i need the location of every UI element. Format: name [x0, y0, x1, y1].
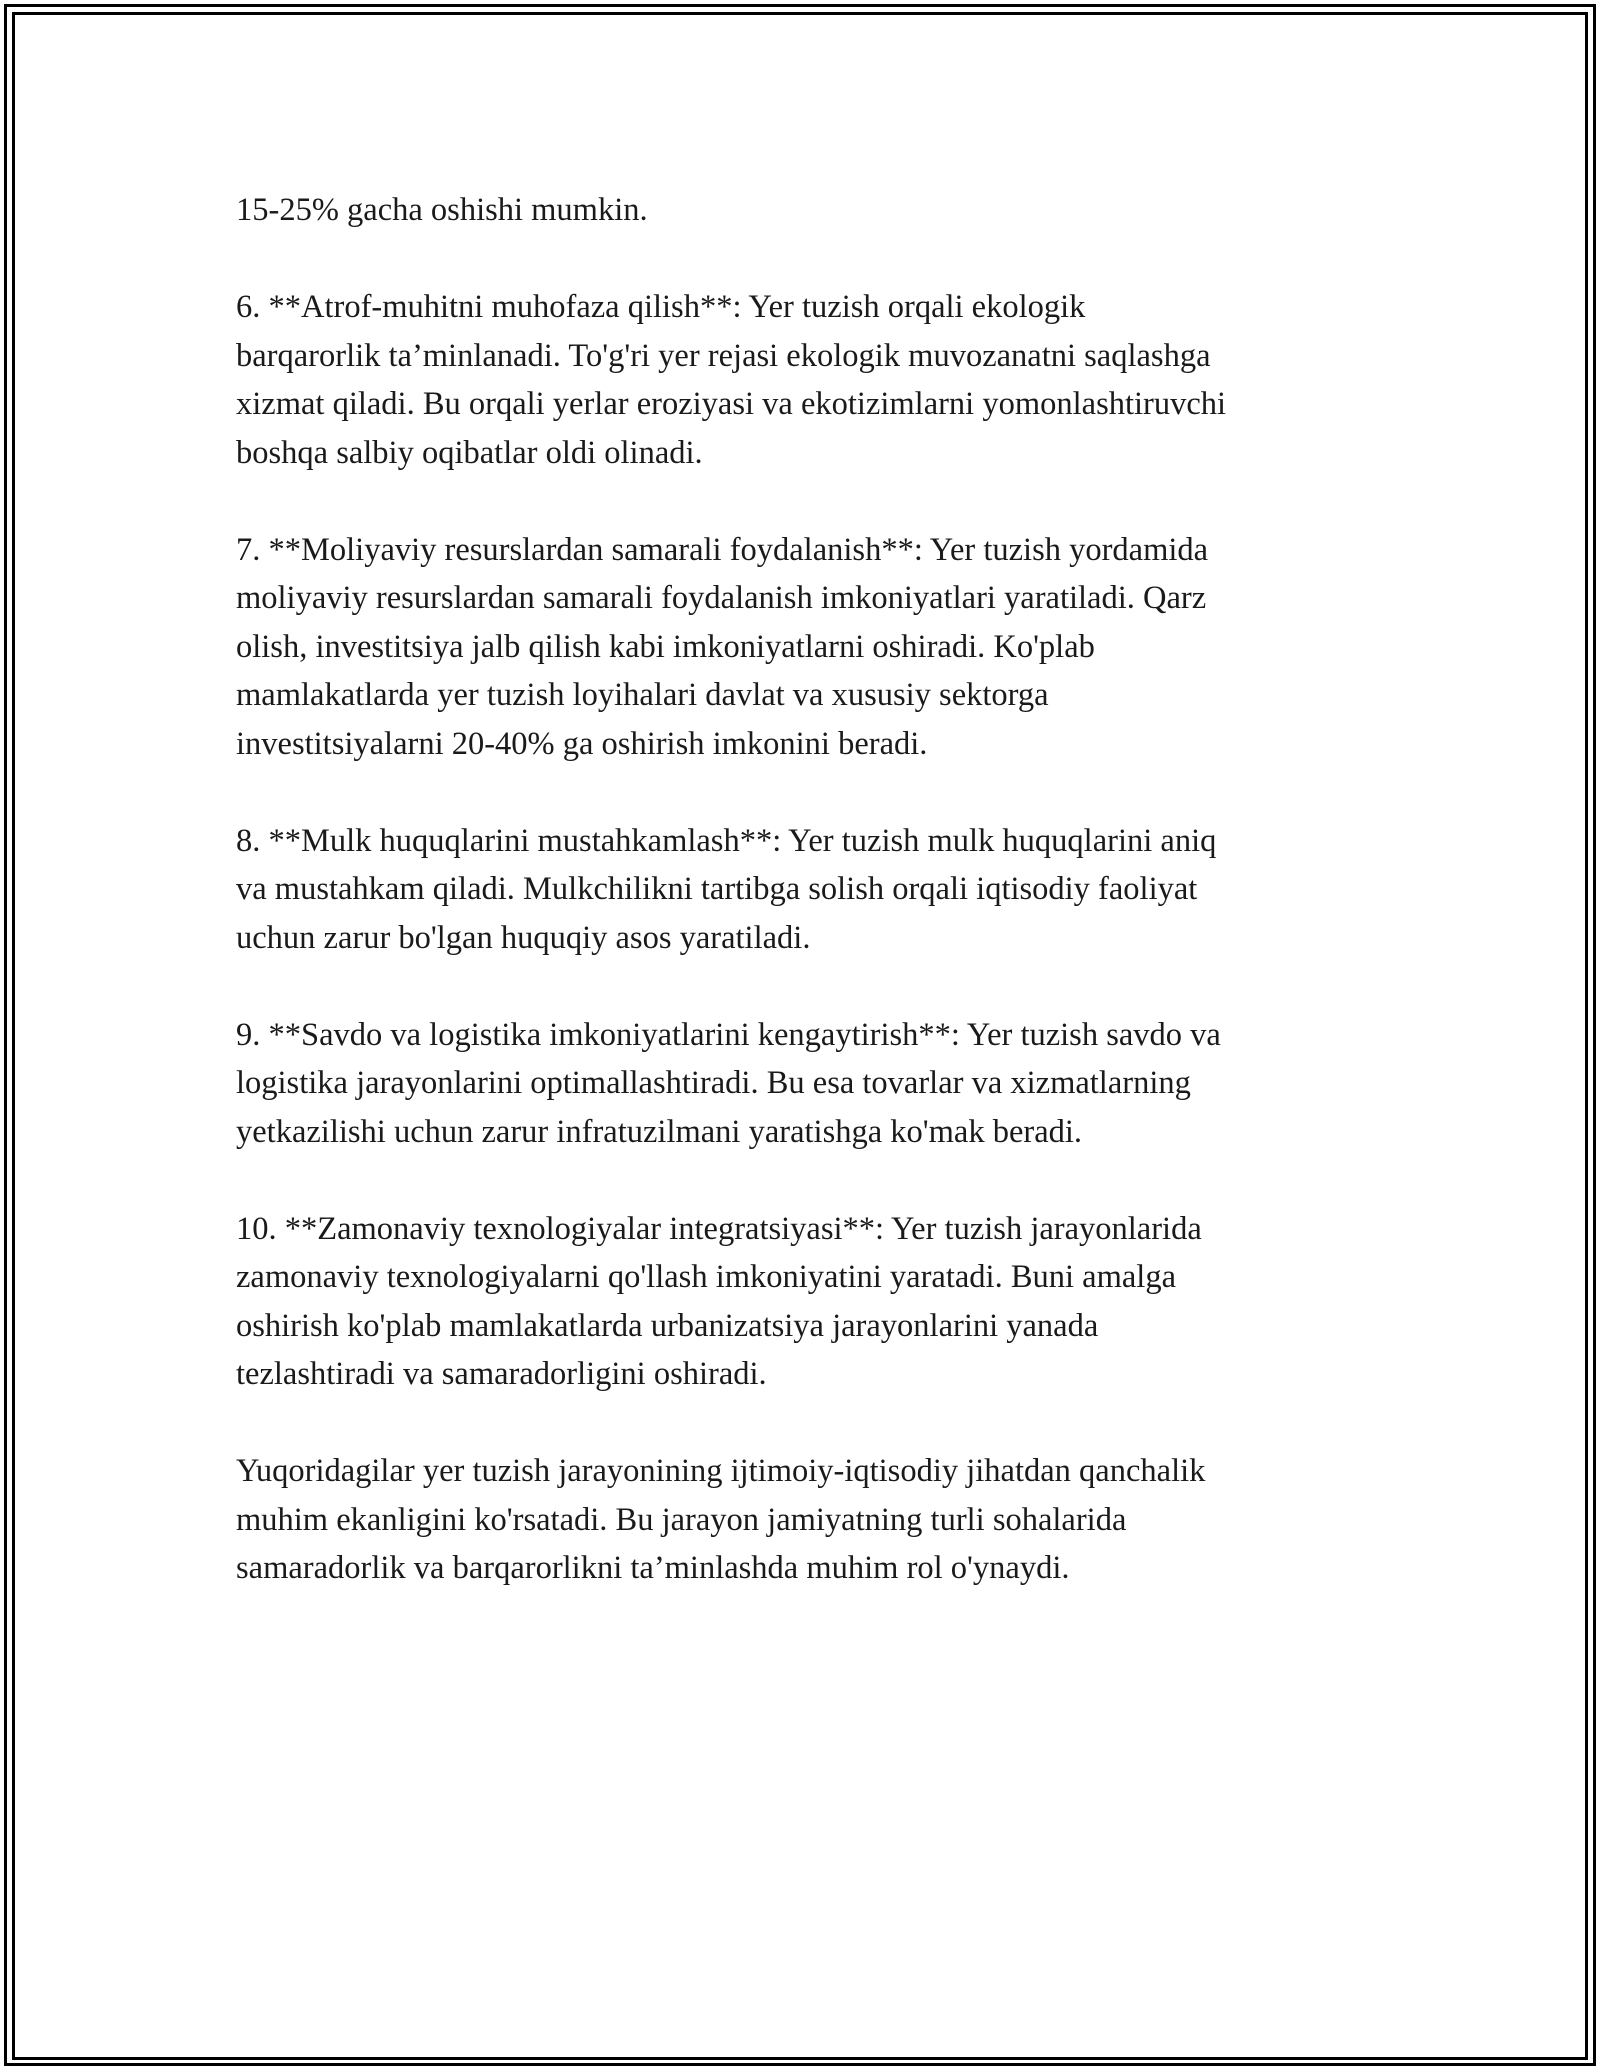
paragraph-item-9: 9. **Savdo va logistika imkoniyatlarini kengaytirish**: Yer tuzish savdo va logistika jarayonlarini optimallashtiradi. Bu esa tovarlar va xizmatlarning yetkazilishi uchun zarur infratuzilmani yaratishga ko'mak beradi.: [236, 1016, 1221, 1150]
paragraph-item-8: 8. **Mulk huquqlarini mustahkamlash**: Yer tuzish mulk huquqlarini aniq va mustahkam qiladi. Mulkchilikni tartibga solish orqali iqtisodiy faoliyat uchun zarur bo'lgan huquqiy asos yaratiladi.: [236, 822, 1217, 956]
paragraph-conclusion: Yuqoridagilar yer tuzish jarayonining ijtimoiy-iqtisodiy jihatdan qanchalik muhim ekanligini ko'rsatadi. Bu jarayon jamiyatning turli sohalarida samaradorlik va barqarorlikni ta’minlashda muhim rol o'ynaydi.: [236, 1453, 1206, 1586]
paragraph-continuation: 15-25% gacha oshishi mumkin.: [236, 192, 648, 228]
document-body: [236, 186, 1366, 1641]
paragraph-item-7: 7. **Moliyaviy resurslardan samarali foydalanish**: Yer tuzish yordamida moliyaviy resurslardan samarali foydalanish imkoniyatlari yaratiladi. Qarz olish, investitsiya jalb qilish kabi imkoniyatlarni oshiradi. Ko'plab mamlakatlarda yer tuzish loyihalari davlat va xususiy sektorga investitsiyalarni 20-40% ga oshirish imkonini beradi.: [236, 531, 1209, 762]
paragraph-item-6: 6. **Atrof-muhitni muhofaza qilish**: Yer tuzish orqali ekologik barqarorlik ta’minlanadi. To'g'ri yer rejasi ekologik muvozanatni saqlashga xizmat qiladi. Bu orqali yerlar eroziyasi va ekotizimlarni yomonlashtiruvchi boshqa salbiy oqibatlar oldi olinadi.: [236, 289, 1227, 471]
paragraph-item-10: 10. **Zamonaviy texnologiyalar integratsiyasi**: Yer tuzish jarayonlarida zamonaviy texnologiyalarni qo'llash imkoniyatini yaratadi. Buni amalga oshirish ko'plab mamlakatlarda urbanizatsiya jarayonlarini yanada tezlashtiradi va samaradorligini oshiradi.: [236, 1210, 1202, 1392]
